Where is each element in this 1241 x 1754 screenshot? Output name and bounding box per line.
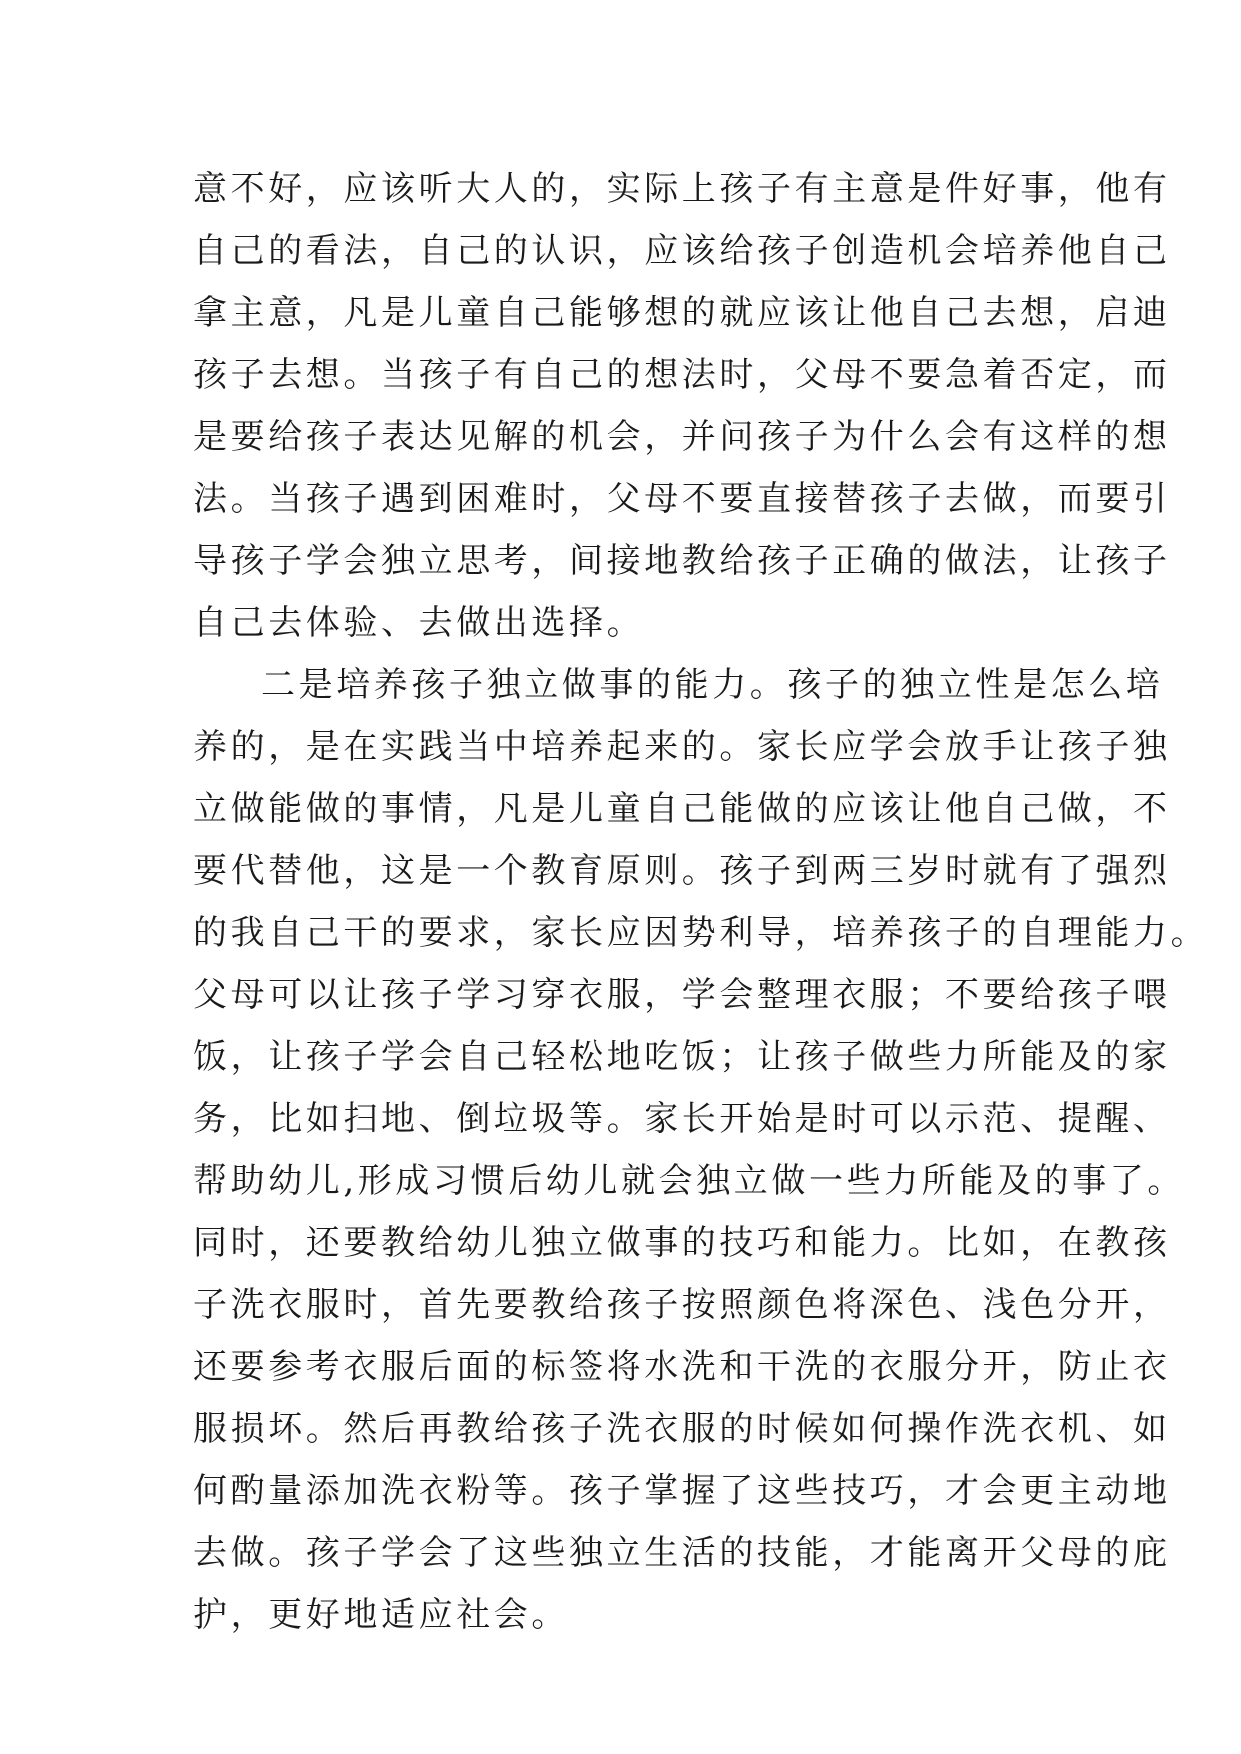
text-line: 是要给孩子表达见解的机会，并问孩子为什么会有这样的想 — [193, 417, 1171, 457]
text-line: 自己去体验、去做出选择。 — [193, 603, 645, 643]
text-line: 帮助幼儿,形成习惯后幼儿就会独立做一些力所能及的事了。 — [193, 1161, 1186, 1201]
text-line: 导孩子学会独立思考，间接地教给孩子正确的做法，让孩子 — [193, 541, 1171, 581]
paragraph-start-line: 二是培养孩子独立做事的能力。孩子的独立性是怎么培 — [261, 665, 1164, 705]
text-line: 自己的看法，自己的认识，应该给孩子创造机会培养他自己 — [193, 231, 1171, 271]
text-line: 法。当孩子遇到困难时，父母不要直接替孩子去做，而要引 — [193, 479, 1171, 519]
text-line: 护，更好地适应社会。 — [193, 1595, 569, 1635]
body-text — [193, 158, 1209, 1646]
text-line: 孩子去想。当孩子有自己的想法时，父母不要急着否定，而 — [193, 355, 1171, 395]
text-line: 服损坏。然后再教给孩子洗衣服的时候如何操作洗衣机、如 — [193, 1409, 1171, 1449]
text-line: 立做能做的事情，凡是儿童自己能做的应该让他自己做，不 — [193, 789, 1171, 829]
text-line: 同时，还要教给幼儿独立做事的技巧和能力。比如，在教孩 — [193, 1223, 1171, 1263]
text-line: 子洗衣服时，首先要教给孩子按照颜色将深色、浅色分开， — [193, 1285, 1171, 1325]
text-line: 拿主意，凡是儿童自己能够想的就应该让他自己去想，启迪 — [193, 293, 1171, 333]
text-line: 意不好，应该听大人的，实际上孩子有主意是件好事，他有 — [193, 169, 1171, 209]
text-line: 还要参考衣服后面的标签将水洗和干洗的衣服分开，防止衣 — [193, 1347, 1171, 1387]
text-line: 要代替他，这是一个教育原则。孩子到两三岁时就有了强烈 — [193, 851, 1171, 891]
text-line: 务，比如扫地、倒垃圾等。家长开始是时可以示范、提醒、 — [193, 1099, 1171, 1139]
text-line: 何酌量添加洗衣粉等。孩子掌握了这些技巧，才会更主动地 — [193, 1471, 1171, 1511]
text-line: 的我自己干的要求，家长应因势利导，培养孩子的自理能力。 — [193, 913, 1209, 953]
text-line: 父母可以让孩子学习穿衣服，学会整理衣服；不要给孩子喂 — [193, 975, 1171, 1015]
text-line: 去做。孩子学会了这些独立生活的技能，才能离开父母的庇 — [193, 1533, 1171, 1573]
text-line: 养的，是在实践当中培养起来的。家长应学会放手让孩子独 — [193, 727, 1171, 767]
text-line: 饭，让孩子学会自己轻松地吃饭；让孩子做些力所能及的家 — [193, 1037, 1171, 1077]
